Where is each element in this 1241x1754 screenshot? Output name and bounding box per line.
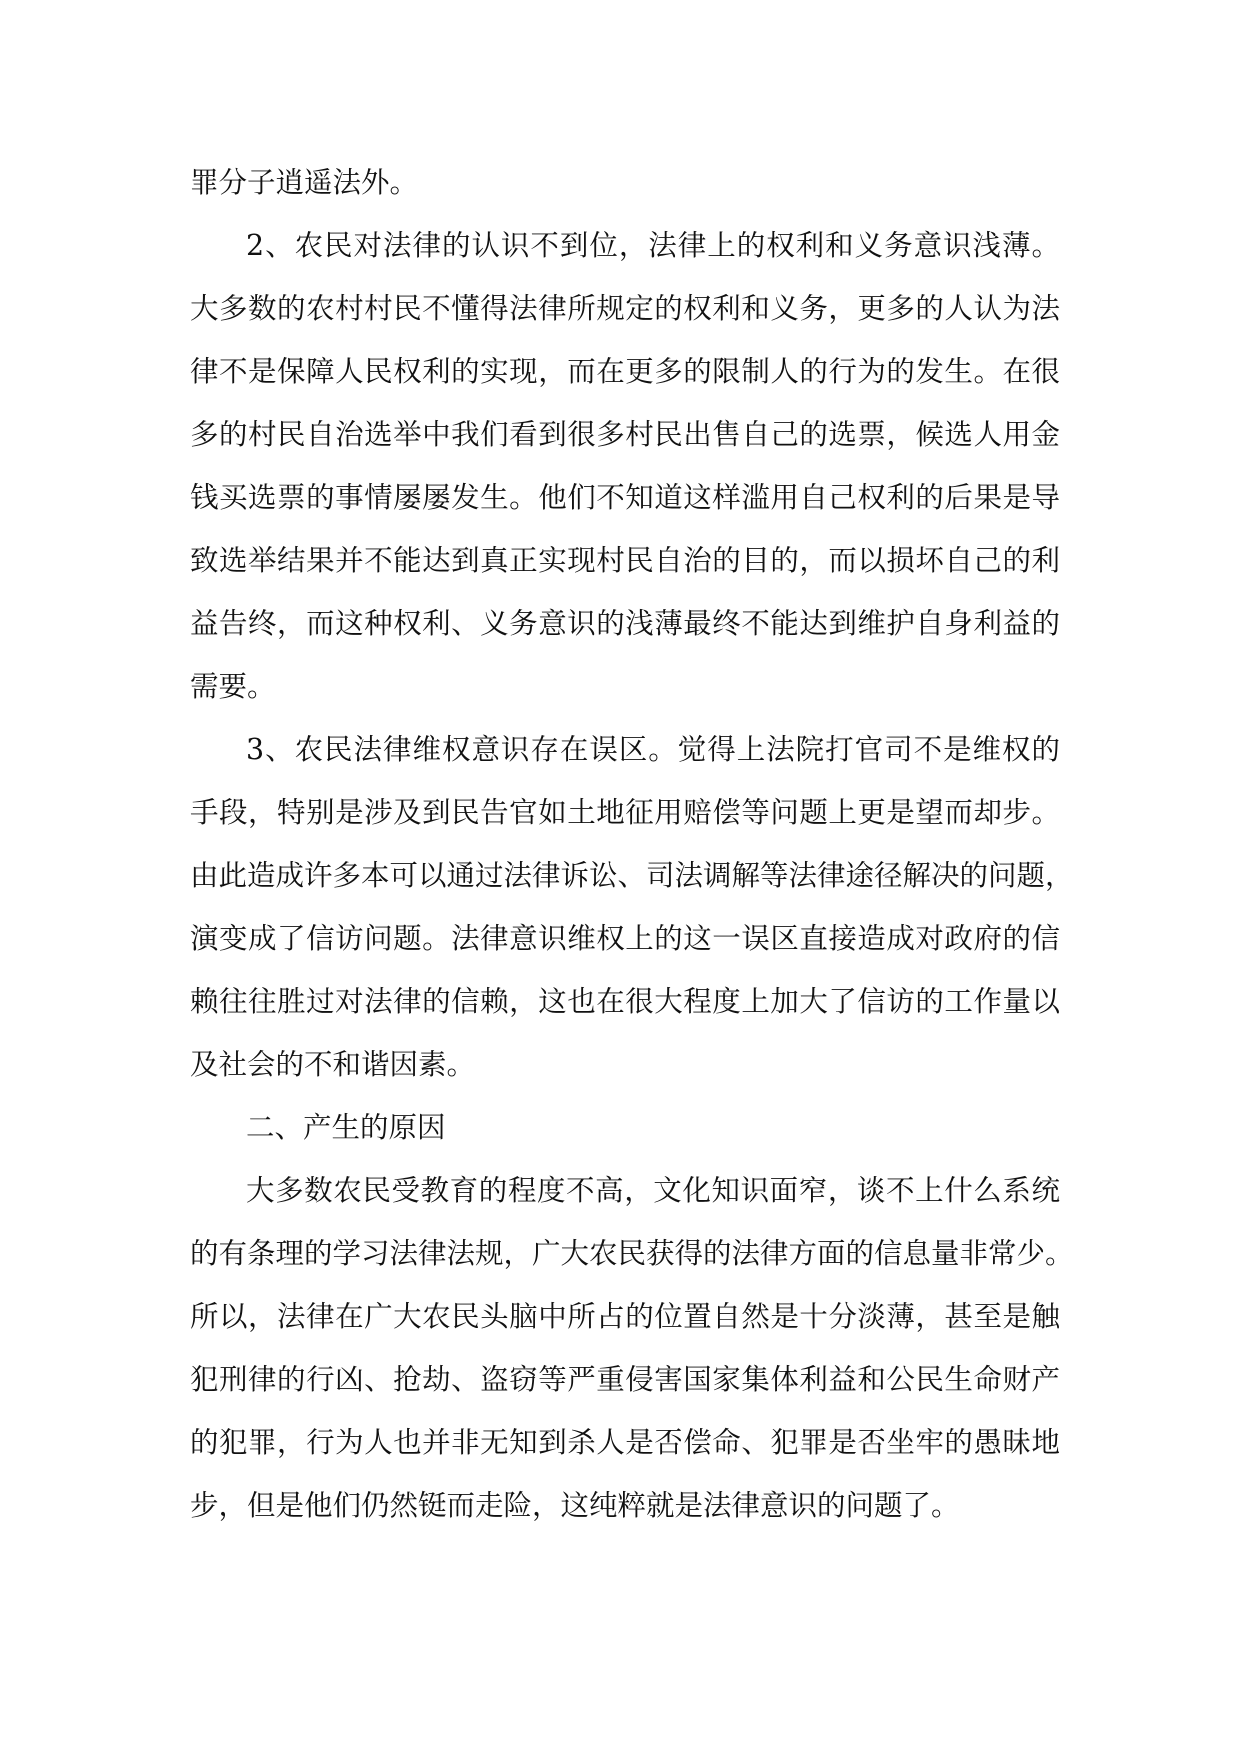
section-heading: 二、产生的原因	[246, 1111, 446, 1144]
paragraph-line: 及社会的不和谐因素。	[190, 1048, 476, 1081]
paragraph-line: 致选举结果并不能达到真正实现村民自治的目的，而以损坏自己的利	[190, 544, 1060, 577]
paragraph-line: 3、农民法律维权意识存在误区。觉得上法院打官司不是维权的	[246, 733, 1060, 766]
paragraph-line: 步，但是他们仍然铤而走险，这纯粹就是法律意识的问题了。	[190, 1489, 960, 1522]
paragraph-line: 2、农民对法律的认识不到位，法律上的权利和义务意识浅薄。	[246, 229, 1060, 262]
paragraph-line: 手段，特别是涉及到民告官如土地征用赔偿等问题上更是望而却步。	[190, 796, 1060, 829]
paragraph-line: 赖往往胜过对法律的信赖，这也在很大程度上加大了信访的工作量以	[190, 985, 1060, 1018]
paragraph-line: 罪分子逍遥法外。	[190, 166, 419, 199]
paragraph-line: 律不是保障人民权利的实现，而在更多的限制人的行为的发生。在很	[190, 355, 1060, 388]
paragraph-line: 的有条理的学习法律法规，广大农民获得的法律方面的信息量非常少。	[190, 1237, 1074, 1270]
paragraph-line: 由此造成许多本可以通过法律诉讼、司法调解等法律途径解决的问题，	[190, 859, 1074, 892]
paragraph-line: 钱买选票的事情屡屡发生。他们不知道这样滥用自己权利的后果是导	[190, 481, 1060, 514]
paragraph-line: 犯刑律的行凶、抢劫、盗窃等严重侵害国家集体利益和公民生命财产	[190, 1363, 1060, 1396]
paragraph-line: 多的村民自治选举中我们看到很多村民出售自己的选票，候选人用金	[190, 418, 1060, 451]
paragraph-line: 大多数的农村村民不懂得法律所规定的权利和义务，更多的人认为法	[190, 292, 1060, 325]
paragraph-line: 需要。	[190, 670, 276, 703]
paragraph-line: 的犯罪，行为人也并非无知到杀人是否偿命、犯罪是否坐牢的愚昧地	[190, 1426, 1060, 1459]
paragraph-line: 大多数农民受教育的程度不高，文化知识面窄，谈不上什么系统	[246, 1174, 1060, 1207]
paragraph-line: 益告终，而这种权利、义务意识的浅薄最终不能达到维护自身利益的	[190, 607, 1060, 640]
paragraph-line: 所以，法律在广大农民头脑中所占的位置自然是十分淡薄，甚至是触	[190, 1300, 1060, 1333]
paragraph-line: 演变成了信访问题。法律意识维权上的这一误区直接造成对政府的信	[190, 922, 1060, 955]
